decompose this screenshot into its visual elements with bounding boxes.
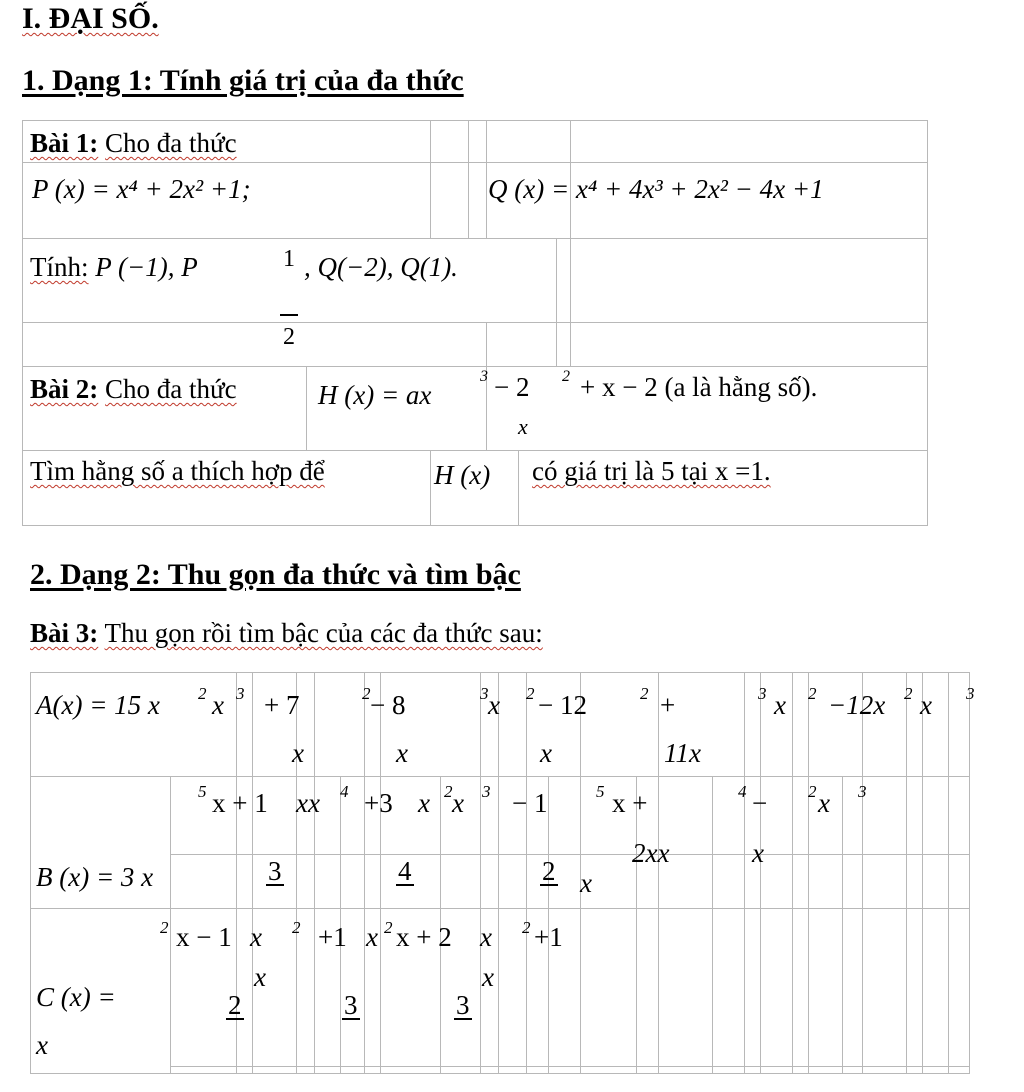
dang1-row-line [22,450,928,451]
dang2-col-line [296,672,297,1074]
b-term: 5 [596,782,605,801]
h-rest-exponent: 2 [562,368,570,385]
b-term: x [452,788,464,818]
bai2-intro: Cho đa thức [105,374,237,404]
a-term: x [212,690,224,720]
a-term: x [540,738,552,768]
dang2-col-line [906,672,907,1074]
c-term: x [480,922,492,952]
h-exponent: 3 [480,368,488,385]
bai1-task-prefix: Tính: [30,252,89,282]
dang2-col-line [922,672,923,1074]
bai1-label: Bài 1: [30,128,99,158]
dang2-col-line [314,672,315,1074]
b-term: 2 [808,782,817,801]
c-term: 2 [160,918,169,937]
dang1-col-line [556,238,557,366]
a-term: 3 [758,684,767,703]
q-expression: Q (x) = x⁴ + 4x³ + 2x² − 4x +1 [488,174,824,204]
dang1-row-line [22,322,928,323]
dang2-col-line [526,672,527,1074]
dang1-col-line [486,120,487,238]
b-term: − [752,788,768,818]
a-term: x [292,738,304,768]
b-term: x [818,788,830,818]
dang2-col-line [862,672,863,1074]
dang2-row-line [30,908,970,909]
b-term: − 1 [512,788,548,818]
dang1-row-line [22,366,928,367]
b-term: +3 [364,788,393,818]
bai1-intro: Cho đa thức [105,128,237,158]
c-term: x [250,922,262,952]
fraction-one-half [278,246,300,356]
c-lhs: C (x) = [36,982,116,1012]
a-term: 3 [236,684,245,703]
b-term: xx [296,788,320,818]
a-term: + 7 [264,690,300,720]
section-title: I. ĐẠI SỐ. [22,2,159,35]
c-term: x [366,922,378,952]
bai1-task-expr-a: P (−1), P [95,252,198,282]
c-term: 2 [384,918,393,937]
bai2-task-suffix: có giá trị là 5 tại x =1. [532,456,771,486]
h-minus-two: − 2 [494,372,530,402]
dang2-col-line [380,672,381,1074]
a-term: x [396,738,408,768]
bai2-task-prefix: Tìm hằng số a thích hợp để [30,456,325,486]
b-term: 5 [198,782,207,801]
b-term: x [418,788,430,818]
b-term: 4 [738,782,747,801]
dang1-row-line [22,238,928,239]
fraction-denominator: 2 [283,324,295,350]
dang1-col-line [430,450,431,526]
dang2-col-line [842,776,843,1074]
dang2-col-line [658,672,659,1074]
bai3-label: Bài 3: [30,618,99,648]
dang2-row-line [170,1066,970,1067]
dang1-col-line [486,322,487,450]
c-term: 2 [228,990,242,1020]
dang2-title: 2. Dạng 2: Thu gọn đa thức và tìm bậc [30,558,521,591]
b-term: 2 [542,856,556,886]
dang1-title: 1. Dạng 1: Tính giá trị của đa thức [22,64,464,97]
a-term: 2 [198,684,207,703]
dang2-col-line [170,776,171,1074]
a-term: 3 [966,684,975,703]
a-term: 2 [808,684,817,703]
c-term: 3 [344,990,358,1020]
dang2-table [30,672,970,1074]
a-term: x [488,690,500,720]
a-term: − 12 [538,690,587,720]
a-term: 11x [664,738,701,768]
h-x-below: x [518,414,528,439]
a-term: x [774,690,786,720]
dang2-col-line [712,776,713,1074]
b-term: x [752,838,764,868]
a-term: 3 [480,684,489,703]
b-term: 3 [858,782,867,801]
h-expression: H (x) = ax [318,380,432,410]
c-lhs-x: x [36,1030,48,1060]
dang2-col-line [364,672,365,1074]
b-term: x + [612,788,648,818]
c-term: 3 [456,990,470,1020]
a-term: 2 [640,684,649,703]
b-lhs: B (x) = 3 x [36,862,154,892]
dang1-col-line [570,120,571,366]
dang2-col-line [480,672,481,1074]
c-term: 2 [292,918,301,937]
bai2-line [30,374,237,405]
dang2-col-line [792,672,793,1074]
c-term: x − 1 [176,922,232,952]
a-term: 2 [526,684,535,703]
bai3-text: Thu gọn rồi tìm bậc của các đa thức sau: [104,618,543,648]
dang2-col-line [948,672,949,1074]
h-rest: + x − 2 (a là hằng số). [580,372,818,402]
c-term: x [482,962,494,992]
a-term: + [660,690,676,720]
dang1-row-line [22,162,928,163]
dang2-col-line [636,776,637,1074]
c-term: +1 [534,922,563,952]
b-term: 2 [444,782,453,801]
a-lhs: A(x) = 15 x [36,690,160,720]
bai1-line [30,128,237,159]
b-term: 4 [340,782,349,801]
dang2-row-line [30,776,970,777]
dang1-col-line [430,120,431,238]
bai3-line [30,618,543,649]
b-term: x [580,868,592,898]
bai2-task-h: H (x) [434,460,491,490]
dang2-col-line [808,672,809,1074]
bai2-label: Bài 2: [30,374,99,404]
b-term: 4 [398,856,412,886]
fraction-bar [280,314,298,316]
p-expression: P (x) = x⁴ + 2x² +1; [32,174,251,204]
c-term: x [254,962,266,992]
dang2-col-line [252,672,253,1074]
c-term: 2 [522,918,531,937]
c-term: +1 [318,922,347,952]
b-term: 3 [268,856,282,886]
dang1-col-line [518,450,519,526]
dang2-col-line [760,672,761,1074]
a-term: 2 [362,684,371,703]
fraction-numerator: 1 [283,246,295,272]
b-term: 2xx [632,838,670,868]
dang2-col-line [498,672,499,1074]
a-term: 2 [904,684,913,703]
b-term: 3 [482,782,491,801]
bai1-task-expr-b: , Q(−2), Q(1). [304,252,458,282]
c-term: x + 2 [396,922,452,952]
b-term: x + 1 [212,788,268,818]
a-term: x [920,690,932,720]
dang2-row-line [170,854,970,855]
bai1-task [30,252,198,283]
a-term: − 8 [370,690,406,720]
dang1-col-line [468,120,469,238]
dang2-col-line [744,672,745,1074]
a-term: −12x [828,690,886,720]
dang1-col-line [306,366,307,450]
